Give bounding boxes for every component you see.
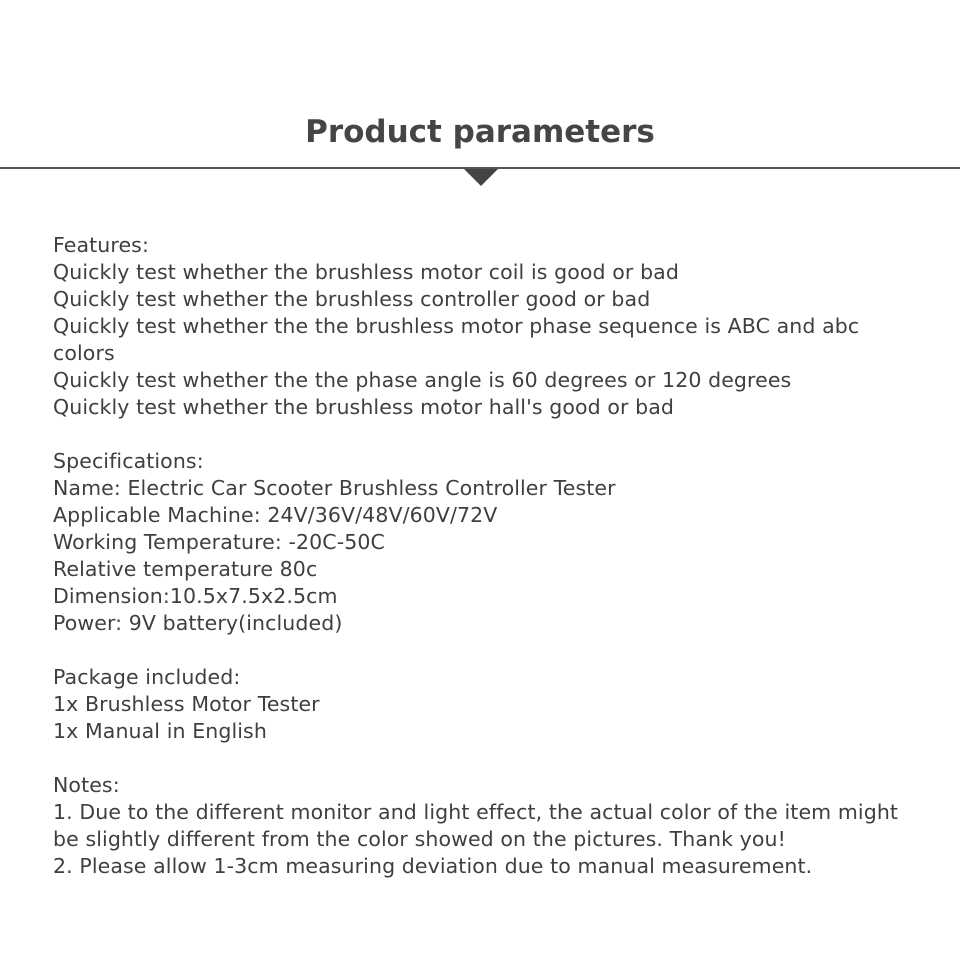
spec-item: Relative temperature 80c [53, 557, 318, 581]
parameters-content [53, 232, 923, 907]
package-item: 1x Brushless Motor Tester [53, 692, 320, 716]
spec-item: Applicable Machine: 24V/36V/48V/60V/72V [53, 503, 498, 527]
section-header [0, 0, 960, 190]
feature-item: Quickly test whether the brushless controller good or bad [53, 287, 651, 311]
note-item: 2. Please allow 1-3cm measuring deviation due to manual measurement. [53, 854, 813, 878]
spec-item: Working Temperature: -20C-50C [53, 530, 385, 554]
feature-item: Quickly test whether the brushless motor coil is good or bad [53, 260, 679, 284]
specifications-section [53, 448, 923, 637]
package-heading: Package included: [53, 665, 241, 689]
feature-item: Quickly test whether the the phase angle is 60 degrees or 120 degrees [53, 368, 792, 392]
spec-item: Power: 9V battery(included) [53, 611, 343, 635]
note-item: 1. Due to the different monitor and light effect, the actual color of the item might be slightly different from the color showed on the pictures. Thank you! [53, 800, 899, 851]
specifications-heading: Specifications: [53, 449, 204, 473]
page-title: Product parameters [305, 114, 655, 150]
features-heading: Features: [53, 233, 149, 257]
feature-item: Quickly test whether the the brushless motor phase sequence is ABC and abc colors [53, 314, 860, 365]
package-section [53, 664, 923, 745]
package-item: 1x Manual in English [53, 719, 267, 743]
features-section [53, 232, 923, 421]
notes-section [53, 772, 923, 880]
feature-item: Quickly test whether the brushless motor hall's good or bad [53, 395, 675, 419]
spec-item: Dimension:10.5x7.5x2.5cm [53, 584, 338, 608]
spec-item: Name: Electric Car Scooter Brushless Controller Tester [53, 476, 616, 500]
notes-heading: Notes: [53, 773, 120, 797]
down-triangle-icon [464, 169, 498, 186]
